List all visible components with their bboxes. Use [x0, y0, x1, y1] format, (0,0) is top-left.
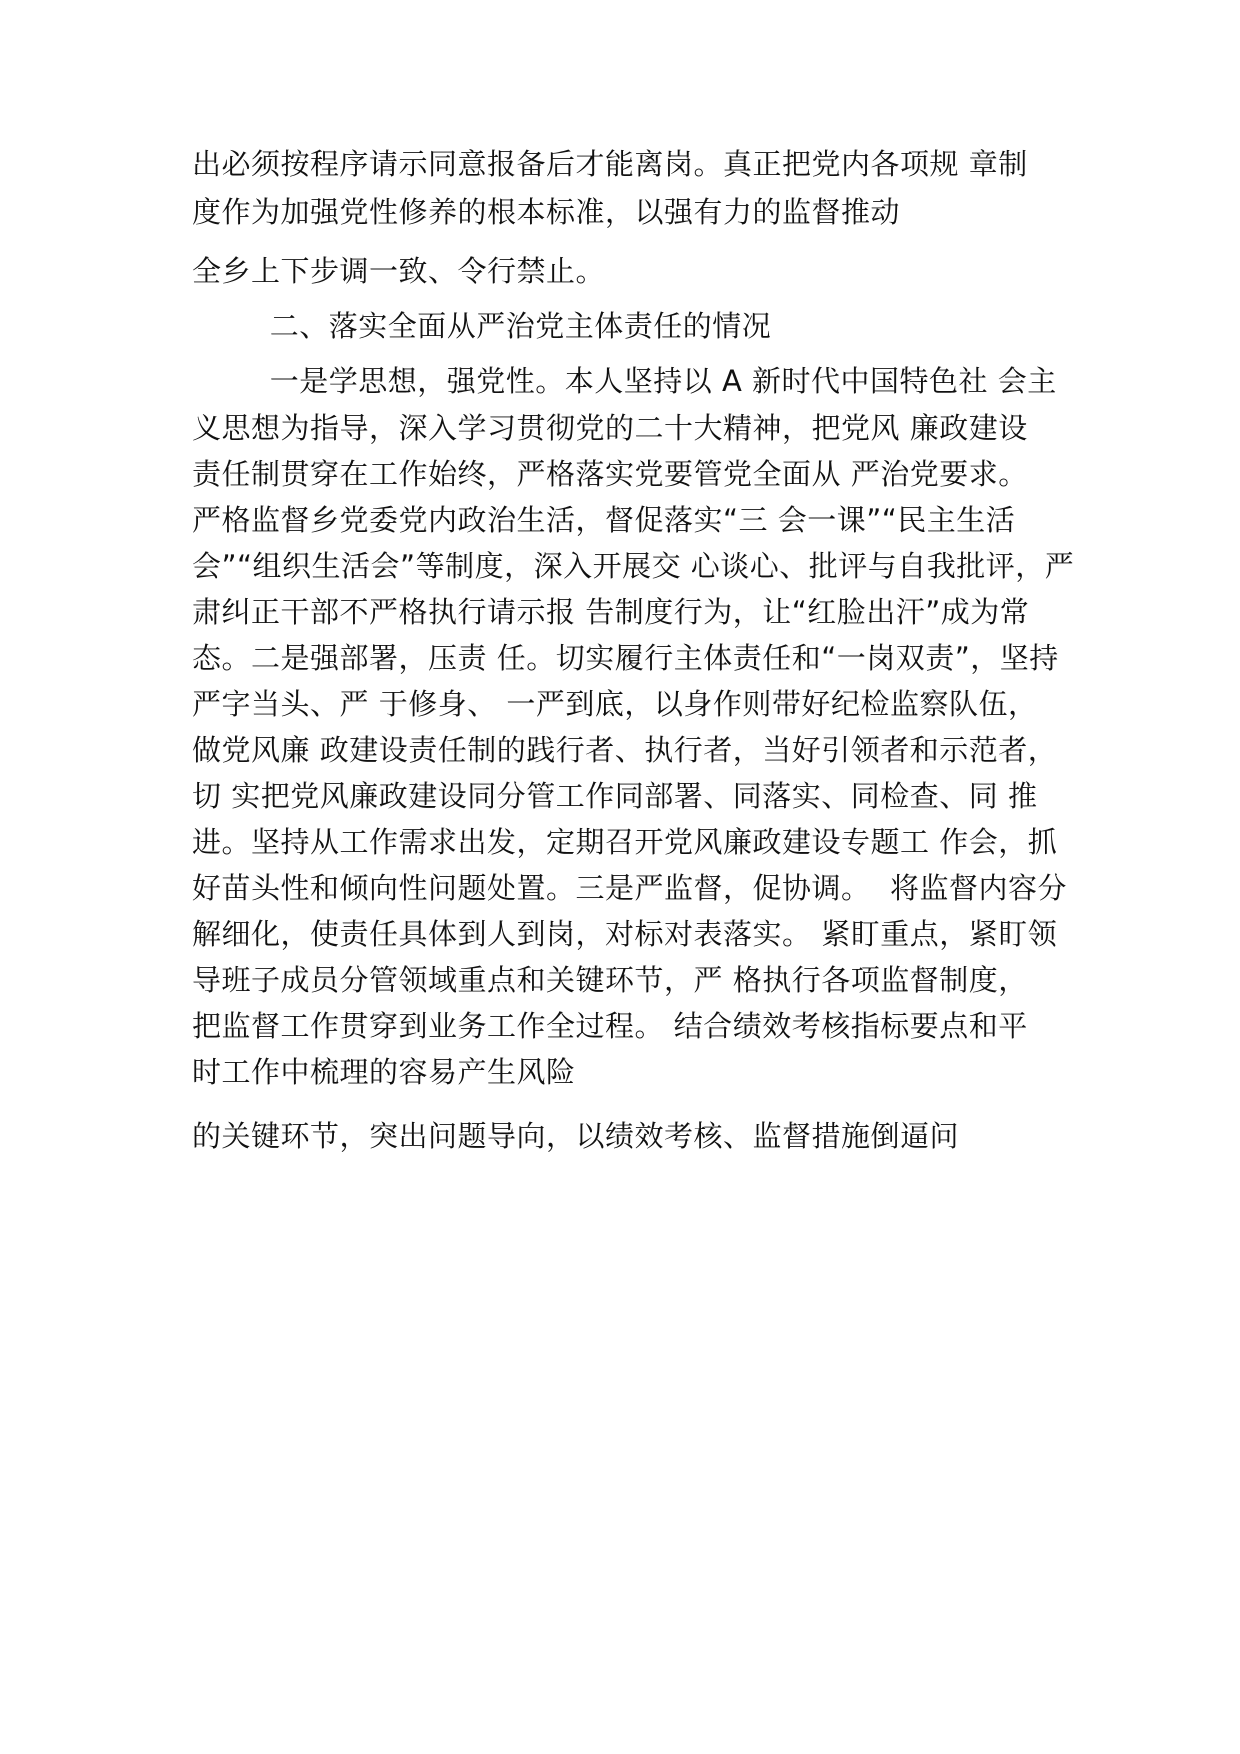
text-line: 一是学思想，强党性。本人坚持以 A 新时代中国特色社 会主 [192, 364, 1057, 398]
text-line: 全乡上下步调一致、令行禁止。 [192, 254, 606, 288]
text-line: 责任制贯穿在工作始终，严格落实党要管党全面从 严治党要求。 [192, 457, 1028, 491]
text-line: 切 实把党风廉政建设同分管工作同部署、同落实、同检查、同 推 [192, 779, 1038, 813]
text-line: 的关键环节，突出问题导向，以绩效考核、监督措施倒逼问 [192, 1119, 960, 1153]
text-line: 度作为加强党性修养的根本标准，以强有力的监督推动 [192, 195, 901, 229]
text-line: 做党风廉 政建设责任制的践行者、执行者，当好引领者和示范者， [192, 733, 1058, 767]
text-line: 态。二是强部署，压责 任。切实履行主体责任和“一岗双责”，坚持 [192, 641, 1059, 675]
text-line: 严格监督乡党委党内政治生活，督促落实“三 会一课”“民主生活 [192, 503, 1016, 537]
text-line: 会”“组织生活会”等制度，深入开展交 心谈心、批评与自我批评，严 [192, 549, 1075, 583]
text-line: 导班子成员分管领域重点和关键环节，严 格执行各项监督制度， [192, 963, 1028, 997]
text-line: 义思想为指导，深入学习贯彻党的二十大精神，把党风 廉政建设 [192, 411, 1028, 445]
text-line: 把监督工作贯穿到业务工作全过程。 结合绩效考核指标要点和平 [192, 1009, 1028, 1043]
text-line: 出必须按程序请示同意报备后才能离岗。真正把党内各项规 章制 [192, 147, 1028, 181]
text-line: 进。坚持从工作需求出发，定期召开党风廉政建设专题工 作会，抓 [192, 825, 1058, 859]
section-heading: 二、落实全面从严治党主体责任的情况 [192, 309, 772, 343]
text-line: 时工作中梳理的容易产生风险 [192, 1055, 576, 1089]
text-line: 严字当头、严 于修身、 一严到底，以身作则带好纪检监察队伍， [192, 687, 1038, 721]
text-line: 好苗头性和倾向性问题处置。三是严监督，促协调。 将监督内容分 [192, 871, 1067, 905]
text-line: 解细化，使责任具体到人到岗，对标对表落实。 紧盯重点，紧盯领 [192, 917, 1058, 951]
text-line: 肃纠正干部不严格执行请示报 告制度行为，让“红脸出汗”成为常 [192, 595, 1030, 629]
